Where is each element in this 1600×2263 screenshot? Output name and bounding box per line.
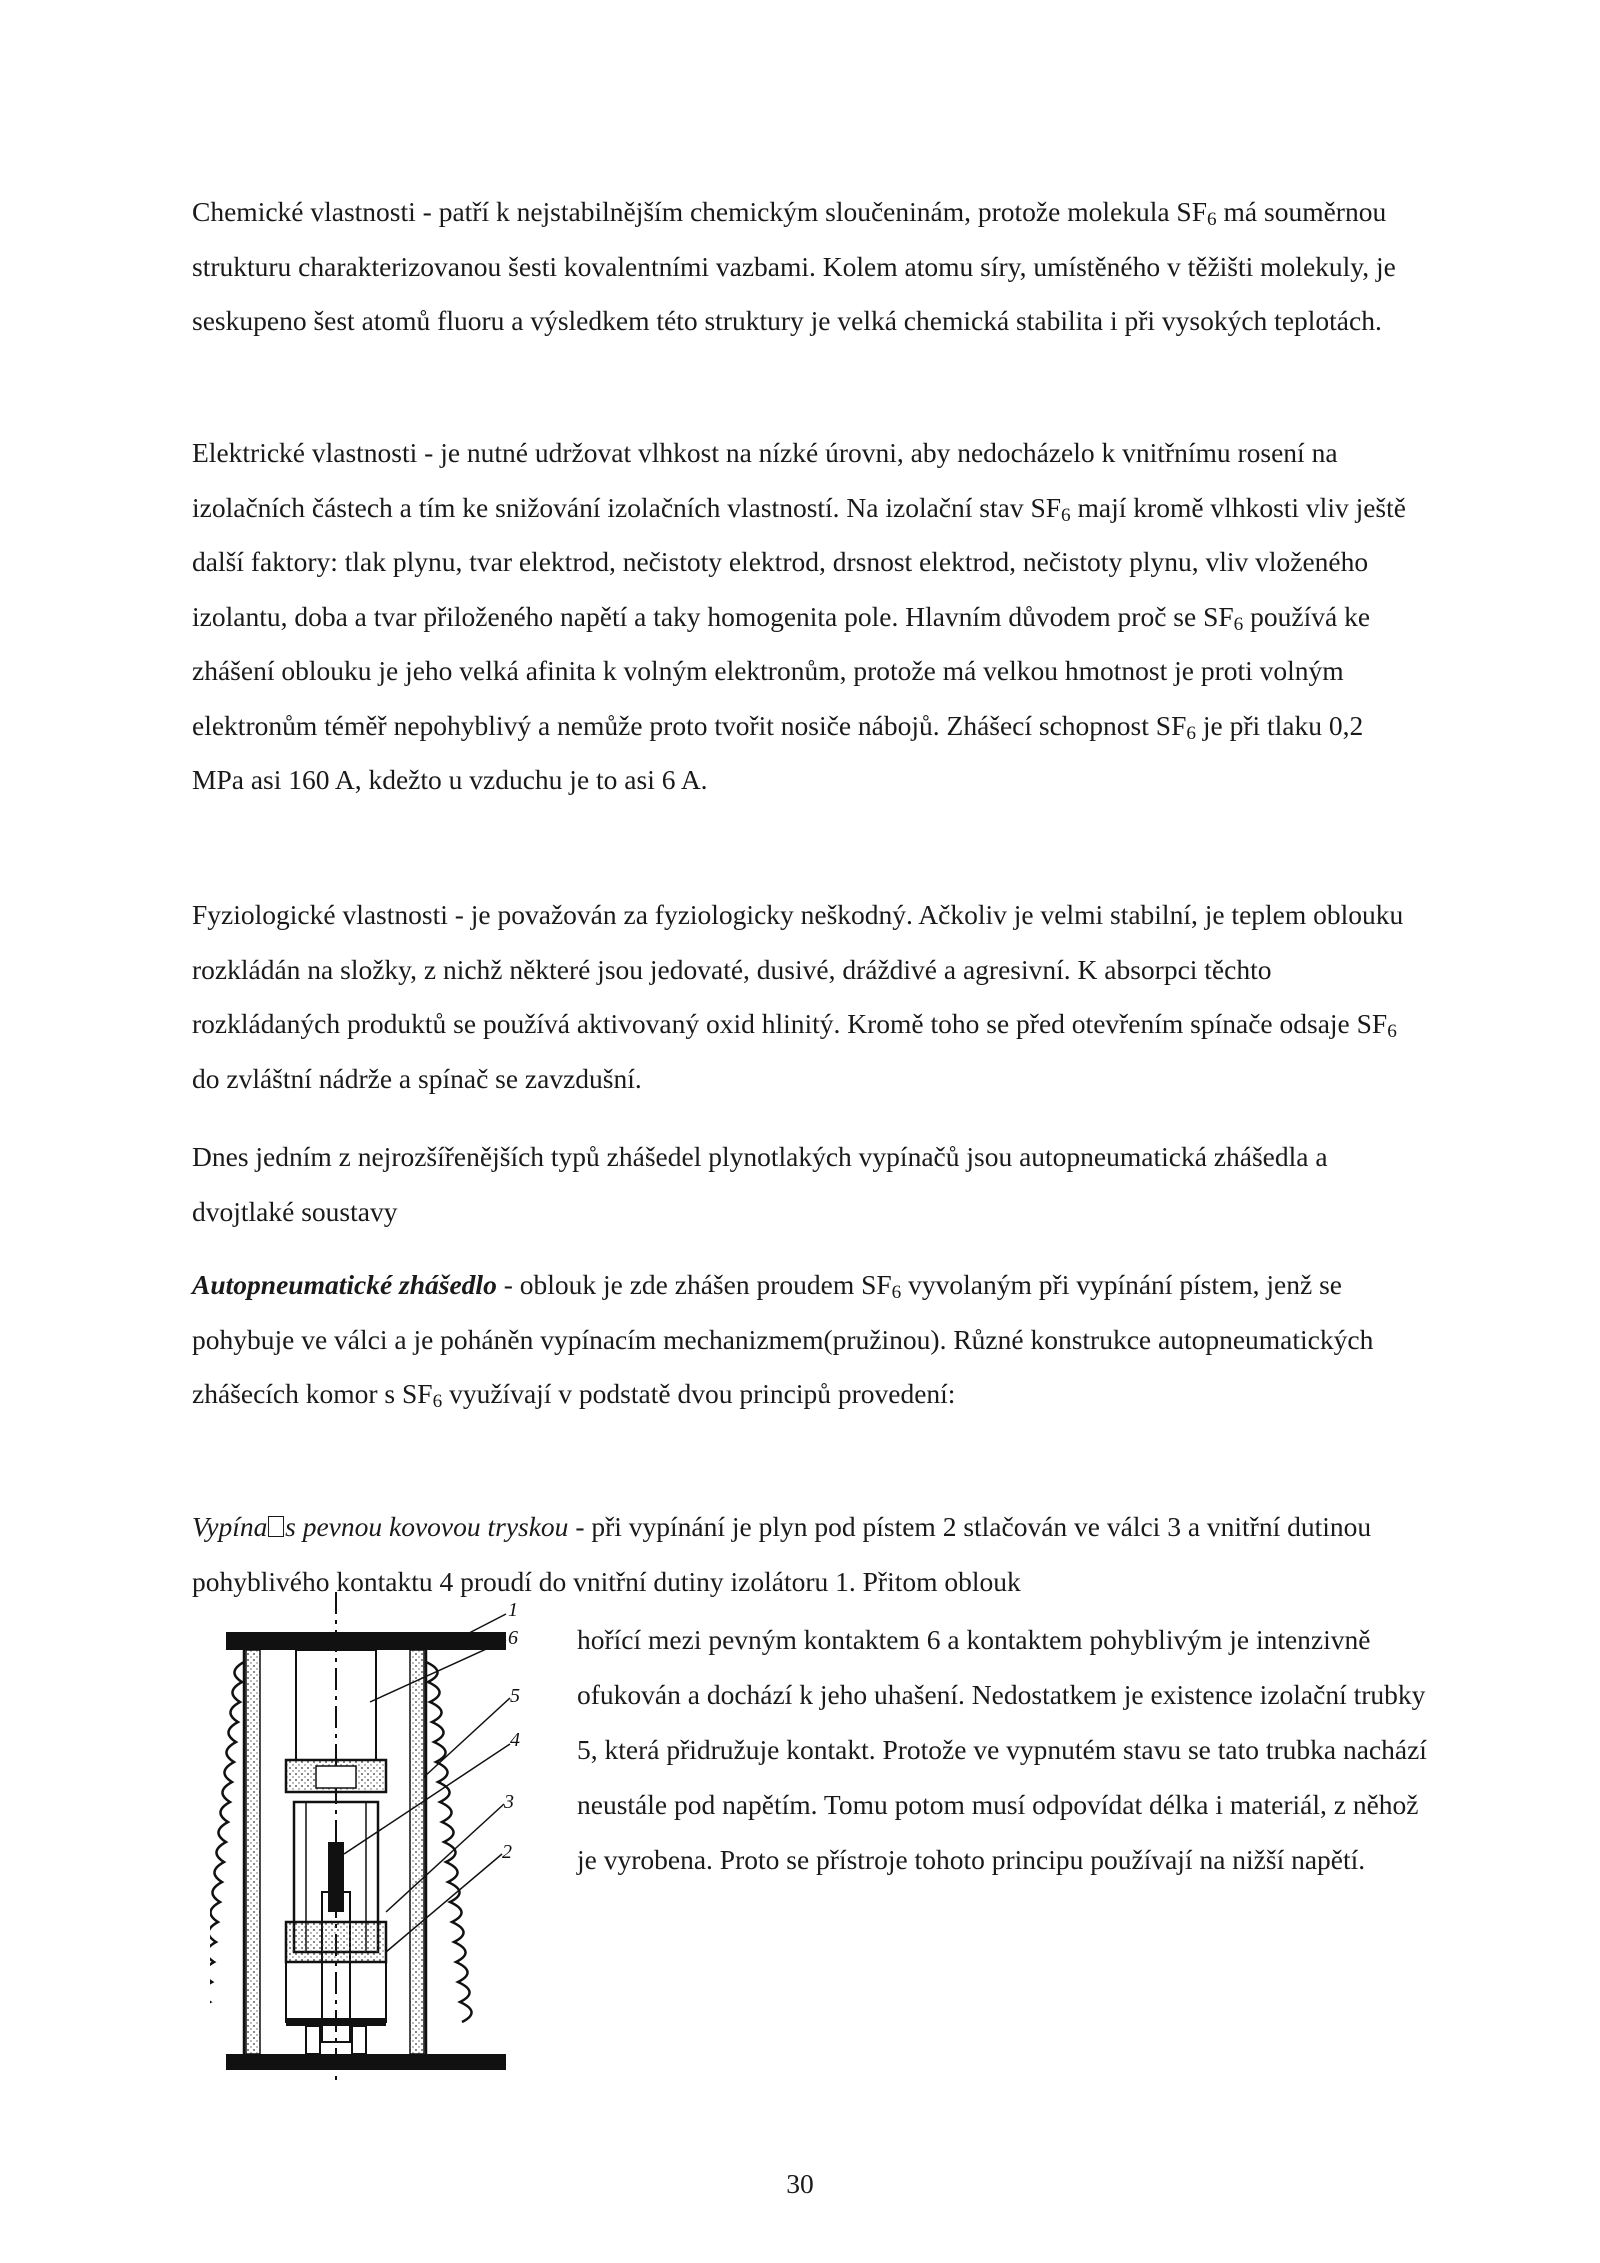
paragraph-extinguisher-types: Dnes jedním z nejrozšířenějších typů zhášedel plynotlakých vypínačů jsou autopneumatická zhášedla a dvojtlaké soustavy bbox=[192, 1141, 1328, 1227]
paragraph-autopneumatic: Autopneumatické zhášedlo - oblouk je zde zhášen proudem $SF_6$ vyvolaným při vypínání pístem, jenž se pohybuje ve válci a je poháněn vypínacím mechanizmem(pružinou). Různé konstrukce autopneumatických zhášecích komor s $SF_6$ využívají v podstatě dvou principů provedení: bbox=[192, 1269, 1374, 1412]
circuit-breaker-diagram bbox=[210, 1592, 530, 2084]
left-insulator-sheds bbox=[210, 1650, 244, 2054]
paragraph-fixed-nozzle: Vypína s pevnou kovovou tryskou - při vypínání je plyn pod pístem 2 stlačován ve válci 3 a vnitřní dutinou pohyblivého kontaktu 4 proudí do vnitřní dutiny izolátoru 1. Přitom oblouk bbox=[192, 1511, 1372, 1597]
label-5: 5 bbox=[510, 1685, 520, 1707]
term-fixed-nozzle: Vypína s pevnou kovovou tryskou bbox=[192, 1511, 569, 1542]
label-1: 1 bbox=[508, 1599, 518, 1621]
missing-glyph-icon bbox=[268, 1516, 284, 1538]
paragraph-chemical-properties: Chemické vlastnosti - patří k nejstabilnějším chemickým sloučeninám, protože molekula $SF_6$ má souměrnou strukturu charakterizovanou šesti kovalentními vazbami. Kolem atomu síry, umístěného v těžišti molekuly, je seskupeno šest atomů fluoru a výsledkem této struktury je velká chemická stabilita i při vysokých teplotách. bbox=[192, 196, 1396, 336]
label-4: 4 bbox=[510, 1729, 520, 1751]
label-3: 3 bbox=[504, 1791, 514, 1813]
bottom-flange bbox=[226, 2054, 506, 2070]
piston-2 bbox=[286, 1922, 386, 1962]
moving-contact-4 bbox=[328, 1842, 344, 1912]
figure-description-text: hořící mezi pevným kontaktem 6 a kontaktem pohyblivým je intenzivně ofukován a dochází k jeho uhašení. Nedostatkem je existence izolační trubky 5, která přidružuje kontakt. Protože ve vypnutém stavu se tato trubka nachází neustále pod napětím. Tomu potom musí odpovídat délka i materiál, z něhož je vyrobena. Proto se přístroje tohoto principu používají na nižší napětí. bbox=[577, 1624, 1427, 1875]
label-2: 2 bbox=[502, 1841, 512, 1863]
paragraph-physiological-properties: Fyziologické vlastnosti - je považován za fyziologicky neškodný. Ačkoliv je velmi stabilní, je teplem oblouku rozkládán na složky, z nichž některé jsou jedovaté, dusivé, dráždivé a agresivní. K absorpci těchto rozkládaných produktů se používá aktivovaný oxid hlinitý. Kromě toho se před otevřením spínače odsaje $SF_6$ do zvláštní nádrže a spínač se zavzdušní. bbox=[192, 899, 1404, 1094]
right-insulator-sheds bbox=[426, 1650, 472, 2054]
fixed-contact-6 bbox=[296, 1650, 376, 1760]
label-6: 6 bbox=[508, 1627, 518, 1649]
paragraph-electrical-properties: Elektrické vlastnosti - je nutné udržovat vlhkost na nízké úrovni, aby nedocházelo k vnitřnímu rosení na izolačních částech a tím ke snižování izolačních vlastností. Na izolační stav $SF_6$ mají kromě vlhkosti vliv ještě další faktory: tlak plynu, tvar elektrod, nečistoty elektrod, drsnost elektrod, nečistoty plynu, vliv vloženého izolantu, doba a tvar přiloženého napětí a taky homogenita pole. Hlavním důvodem proč se $SF_6$ používá ke zhášení oblouku je jeho velká afinita k volným elektronům, protože má velkou hmotnost je proti volným elektronům téměř nepohyblivý a nemůže proto tvořit nosiče nábojů. Zhášecí schopnost $SF_6$ je při tlaku 0,2 MPa asi 160 A, kdežto u vzduchu je to asi 6 A. bbox=[192, 437, 1406, 795]
term-autopneumatic: Autopneumatické zhášedlo bbox=[192, 1269, 497, 1300]
page-number: 30 bbox=[786, 2168, 814, 2199]
top-flange bbox=[226, 1632, 506, 1650]
